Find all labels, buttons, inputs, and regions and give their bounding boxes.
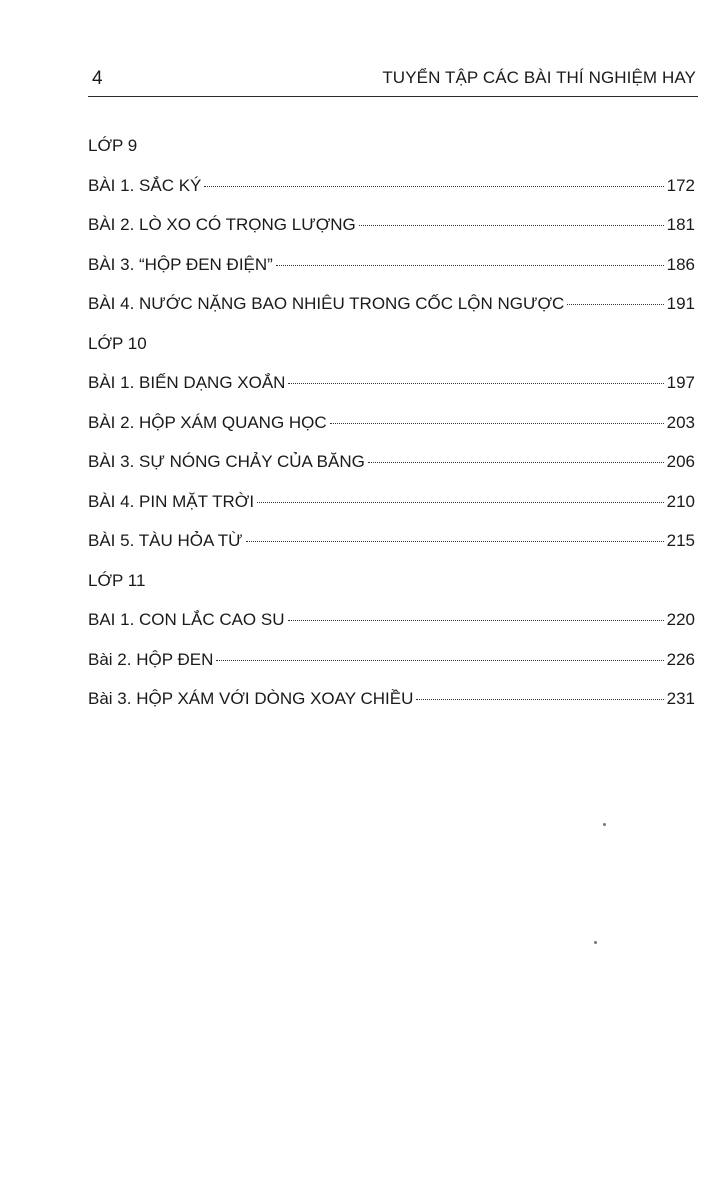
toc-entry-page: 191: [666, 294, 695, 313]
toc-entry[interactable]: [88, 363, 695, 403]
toc-entry-page: 210: [666, 491, 695, 511]
toc-entry[interactable]: [88, 442, 695, 482]
toc-entry-page: 172: [666, 175, 695, 195]
toc-entry-title: Bài 3. HỘP XÁM VỚI DÒNG XOAY CHIỀU: [88, 689, 414, 708]
toc-entry-title: BÀI 3. SỰ NÓNG CHẢY CỦA BĂNG: [88, 452, 365, 471]
toc-entry[interactable]: [88, 205, 695, 245]
section-heading-grade-10: LỚP 10: [88, 333, 147, 353]
dot-leader: [246, 541, 664, 542]
toc-entry-title: BAI 1. CON LẮC CAO SU: [88, 610, 285, 629]
toc-entry-title: BÀI 4. NƯỚC NẶNG BAO NHIÊU TRONG CỐC LỘN NGƯỢC: [88, 294, 565, 313]
toc-entry[interactable]: [88, 640, 695, 680]
dot-leader: [330, 423, 664, 424]
toc-entry-title: BÀI 5. TÀU HỎA TỪ: [88, 531, 243, 550]
dot-leader: [567, 304, 663, 305]
dot-leader: [276, 265, 664, 266]
toc-entry[interactable]: [88, 284, 695, 324]
toc-entry[interactable]: [88, 403, 695, 443]
toc-entry-page: 197: [666, 373, 695, 392]
dot-leader: [416, 699, 663, 700]
paper-speck: [594, 941, 597, 944]
dot-leader: [288, 383, 663, 384]
toc-entry-title: BÀI 3. “HỘP ĐEN ĐIỆN”: [88, 254, 273, 274]
toc-entry[interactable]: [88, 521, 695, 561]
toc-entry-title: BÀI 2. HỘP XÁM QUANG HỌC: [88, 412, 327, 432]
toc-entry-page: 215: [666, 531, 695, 550]
dot-leader: [216, 660, 663, 661]
page-number: 4: [92, 68, 103, 89]
section-heading-grade-11: LỚP 11: [88, 570, 146, 590]
toc-entry-page: 181: [666, 215, 695, 234]
section-heading-grade-9: LỚP 9: [88, 136, 138, 155]
toc-entry[interactable]: [88, 245, 695, 285]
table-of-contents: [88, 126, 695, 719]
toc-entry-page: 220: [666, 610, 695, 629]
toc-entry-page: 226: [666, 649, 695, 669]
toc-entry[interactable]: [88, 482, 695, 522]
dot-leader: [359, 225, 664, 226]
toc-entry-page: 203: [666, 412, 695, 432]
toc-entry-title: BÀI 1. SẮC KÝ: [88, 175, 202, 195]
toc-entry-title: BÀI 2. LÒ XO CÓ TRỌNG LƯỢNG: [88, 215, 356, 234]
toc-entry[interactable]: [88, 166, 695, 206]
toc-entry-page: 231: [666, 689, 695, 708]
dot-leader: [368, 462, 664, 463]
dot-leader: [204, 186, 663, 187]
toc-entry[interactable]: [88, 679, 695, 719]
toc-entry-title: BÀI 4. PIN MẶT TRỜI: [88, 491, 255, 511]
running-title: TUYỂN TẬP CÁC BÀI THÍ NGHIỆM HAY: [382, 68, 696, 87]
toc-entry[interactable]: [88, 600, 695, 640]
toc-entry-page: 186: [666, 254, 695, 274]
toc-entry-title: Bài 2. HỘP ĐEN: [88, 649, 214, 669]
dot-leader: [257, 502, 664, 503]
toc-entry-title: BÀI 1. BIẾN DẠNG XOẮN: [88, 373, 286, 392]
page-header: [88, 62, 698, 97]
paper-speck: [603, 823, 606, 826]
dot-leader: [288, 620, 664, 621]
toc-entry-page: 206: [666, 452, 695, 471]
